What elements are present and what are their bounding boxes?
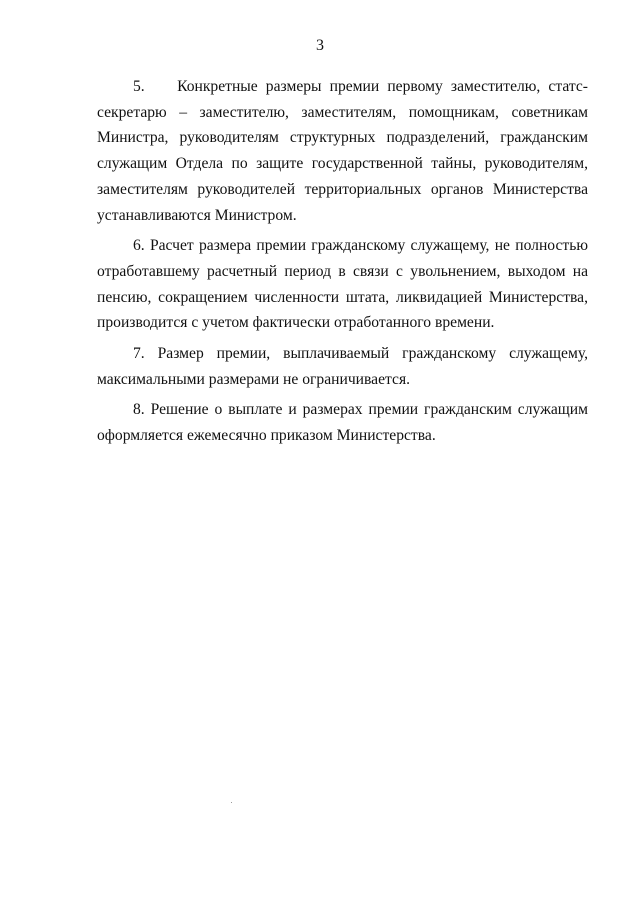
paragraph-5: 5. Конкретные размеры премии первому заместителю, статс-секретарю – заместителю, заместителям, помощникам, советникам Министра, руководителям структурных подразделений, гражданским служащим Отдела по защите государственной тайны, руководителям, заместителям руководителей территориальных органов Министерства устанавливаются Министром.: [97, 78, 588, 224]
paragraph-7: 7. Размер премии, выплачиваемый гражданскому служащему, максимальными размерами не ограничивается.: [97, 345, 588, 388]
paragraph-6: 6. Расчет размера премии гражданскому служащему, не полностью отработавшему расчетный период в связи с увольнением, выходом на пенсию, сокращением численности штата, ликвидацией Министерства, производится с учетом фактически отработанного времени.: [97, 237, 588, 332]
paragraph-8: 8. Решение о выплате и размерах премии гражданским служащим оформляется ежемесячно приказом Министерства.: [97, 401, 588, 445]
page-number: 3: [316, 37, 324, 54]
document-body: [97, 74, 588, 449]
scan-speck: [231, 802, 232, 803]
